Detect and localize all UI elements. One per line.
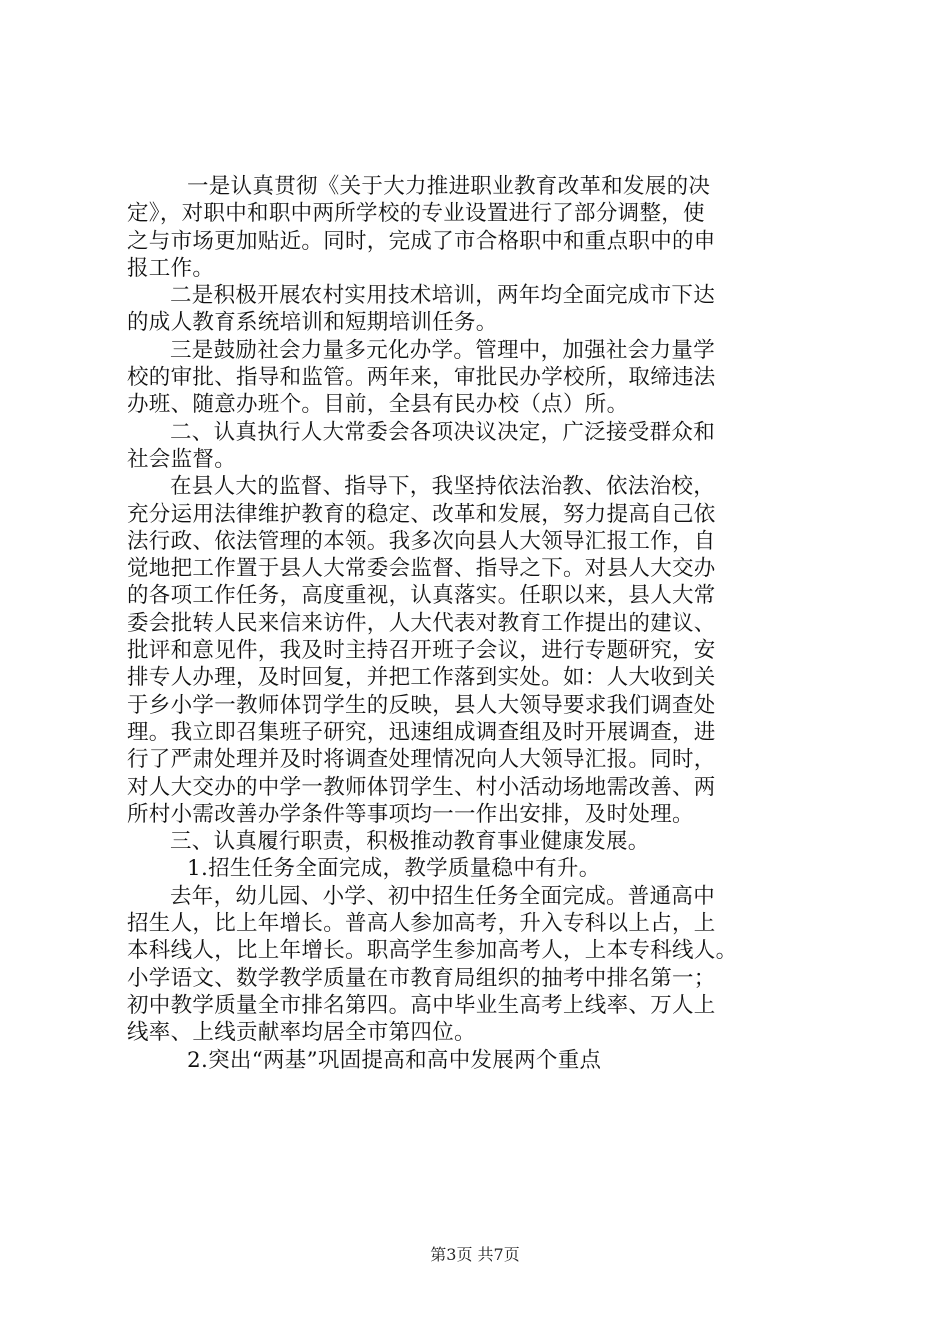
text-line: 所村小需改善办学条件等事项均一一作出安排，及时处理。	[127, 801, 694, 827]
text-line: 在县人大的监督、指导下，我坚持依法治教、依法治校，	[170, 474, 716, 500]
text-line: 充分运用法律维护教育的稳定、改革和发展，努力提高自己依	[127, 501, 716, 527]
text-line: 觉地把工作置于县人大常委会监督、指导之下。对县人大交办	[127, 556, 716, 582]
text-line: 二是积极开展农村实用技术培训，两年均全面完成市下达	[170, 283, 716, 309]
text-line: 委会批转人民来信来访件，人大代表对教育工作提出的建议、	[127, 610, 716, 636]
text-line: 报工作。	[127, 255, 215, 281]
text-line: 批评和意见件，我及时主持召开班子会议，进行专题研究，安	[127, 638, 716, 664]
subsection-heading: 1.招生任务全面完成，教学质量稳中有升。	[187, 856, 601, 882]
text-line: 理。我立即召集班子研究，迅速组成调查组及时开展调查，进	[127, 719, 716, 745]
subsection-heading: 2.突出“两基”巩固提高和高中发展两个重点	[187, 1047, 602, 1073]
text-line: 于乡小学一教师体罚学生的反映，县人大领导要求我们调查处	[127, 692, 716, 718]
text-line: 法行政、依法管理的本领。我多次向县人大领导汇报工作，自	[127, 528, 716, 554]
text-line: 办班、随意办班个。目前，全县有民办校（点）所。	[127, 392, 629, 418]
text-line: 排专人办理，及时回复，并把工作落到实处。如：人大收到关	[127, 665, 716, 691]
text-line: 三是鼓励社会力量多元化办学。管理中，加强社会力量学	[170, 337, 716, 363]
text-line: 行了严肃处理并及时将调查处理情况向人大领导汇报。同时，	[127, 747, 716, 773]
text-line: 之与市场更加贴近。同时，完成了市合格职中和重点职中的申	[127, 228, 716, 254]
page-number-footer: 第3页 共7页	[430, 1245, 520, 1264]
text-line: 校的审批、指导和监管。两年来，审批民办学校所，取缔违法	[127, 365, 716, 391]
text-line: 一是认真贯彻《关于大力推进职业教育改革和发展的决	[187, 174, 711, 199]
text-line: 的各项工作任务，高度重视，认真落实。任职以来，县人大常	[127, 583, 716, 609]
text-line: 的成人教育系统培训和短期培训任务。	[127, 310, 498, 336]
text-line: 定》，对职中和职中两所学校的专业设置进行了部分调整，使	[127, 201, 705, 227]
text-line: 去年，幼儿园、小学、初中招生任务全面完成。普通高中	[170, 883, 716, 909]
section-heading: 三、认真履行职责，积极推动教育事业健康发展。	[170, 829, 650, 855]
section-heading: 二、认真执行人大常委会各项决议决定，广泛接受群众和	[170, 419, 716, 445]
section-heading-continued: 社会监督。	[127, 446, 237, 472]
document-body	[127, 173, 837, 1074]
text-line: 本科线人，比上年增长。职高学生参加高考人，上本专科线人。	[127, 938, 738, 964]
text-line: 初中教学质量全市排名第四。高中毕业生高考上线率、万人上	[127, 992, 716, 1018]
text-line: 线率、上线贡献率均居全市第四位。	[127, 1020, 476, 1046]
text-line: 招生人，比上年增长。普高人参加高考，升入专科以上占，上	[127, 911, 716, 937]
text-line: 小学语文、数学教学质量在市教育局组织的抽考中排名第一；	[127, 965, 716, 991]
text-line: 对人大交办的中学一教师体罚学生、村小活动场地需改善、两	[127, 774, 716, 800]
